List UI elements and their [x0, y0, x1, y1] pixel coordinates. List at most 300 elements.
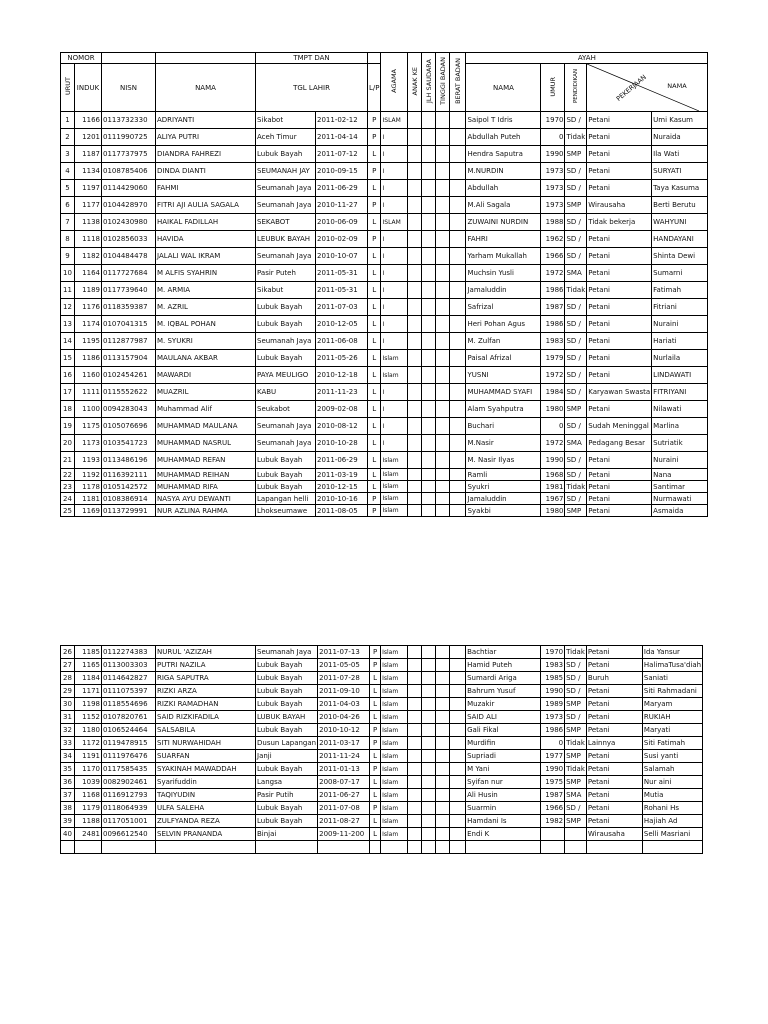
cell-induk: 1172 [75, 737, 102, 750]
cell-nisn: 0108785406 [102, 163, 156, 180]
cell-tempat-lahir: Lubuk Bayah [256, 469, 316, 481]
empty-cell [370, 841, 381, 854]
cell-urut: 25 [61, 505, 75, 517]
cell-berat-badan [450, 659, 466, 672]
cell-ayah-pendidikan: SD / [565, 384, 587, 401]
cell-ayah-pekerjaan: Lainnya [586, 737, 642, 750]
cell-tgl-lahir: 2011-05-26 [316, 350, 368, 367]
cell-ayah-pekerjaan: Karyawan Swasta [587, 384, 652, 401]
cell-jlh-saudara [422, 750, 436, 763]
cell-ayah-umur: 1972 [541, 265, 565, 282]
cell-nama: ULFA SALEHA [156, 802, 256, 815]
cell-berat-badan [450, 685, 466, 698]
cell-ayah-nama: Safrizal [466, 299, 541, 316]
cell-ayah-pekerjaan: Petani [586, 763, 642, 776]
cell-nama: SITI NURWAHIDAH [156, 737, 256, 750]
cell-lp: L [368, 350, 381, 367]
cell-ayah-pekerjaan: Petani [587, 367, 652, 384]
cell-tempat-lahir: Seumanah Jaya [256, 333, 316, 350]
cell-nisn: 0094283043 [102, 401, 156, 418]
cell-ayah-nama: M. Zulfan [466, 333, 541, 350]
cell-ayah-pendidikan: SMA [565, 435, 587, 452]
cell-ayah-umur: 1988 [541, 214, 565, 231]
cell-agama: Islam [381, 505, 408, 517]
cell-nisn: 0117585435 [102, 763, 156, 776]
cell-tgl-lahir: 2011-11-23 [316, 384, 368, 401]
cell-anak-ke [408, 789, 422, 802]
cell-ayah-pendidikan: SD / [565, 802, 587, 815]
cell-ayah-umur: 1986 [541, 282, 565, 299]
cell-nisn: 0107820761 [102, 711, 156, 724]
cell-ayah-umur: 1962 [541, 231, 565, 248]
cell-ibu-nama: Siti Fatimah [642, 737, 702, 750]
cell-ayah-pekerjaan: Sudah Meninggal [587, 418, 652, 435]
cell-ayah-umur: 1990 [541, 685, 565, 698]
cell-nama: NURUL 'AZIZAH [156, 646, 256, 659]
cell-ayah-pekerjaan: Tidak bekerja [587, 214, 652, 231]
cell-berat-badan [450, 112, 466, 129]
cell-jlh-saudara [422, 815, 436, 828]
cell-anak-ke [408, 493, 422, 505]
cell-anak-ke [408, 333, 422, 350]
cell-induk: 2481 [75, 828, 102, 841]
cell-ayah-nama: M.Nasir [466, 435, 541, 452]
cell-lp: L [368, 481, 381, 493]
cell-tgl-lahir: 2011-11-24 [318, 750, 370, 763]
cell-ayah-pendidikan: SMP [565, 750, 587, 763]
cell-urut: 24 [61, 493, 75, 505]
cell-berat-badan [450, 698, 466, 711]
cell-jlh-saudara [422, 737, 436, 750]
cell-agama: Islam [381, 789, 408, 802]
cell-ayah-umur: 1970 [541, 112, 565, 129]
cell-tempat-lahir: Seumanah Jaya [256, 248, 316, 265]
cell-agama: I [381, 163, 408, 180]
cell-ibu-nama: Ida Yansur [642, 646, 702, 659]
header-jlh-saudara: JLH SAUDARA [422, 53, 436, 112]
cell-ayah-pendidikan: SMP [565, 505, 587, 517]
cell-agama: Islam [381, 698, 408, 711]
cell-tempat-lahir: Seukabot [256, 401, 316, 418]
cell-ayah-pendidikan: SD / [565, 112, 587, 129]
cell-jlh-saudara [422, 299, 436, 316]
cell-ayah-pendidikan: Tidak [565, 282, 587, 299]
cell-nama: M. IQBAL POHAN [156, 316, 256, 333]
cell-anak-ke [408, 481, 422, 493]
cell-ayah-pekerjaan: Petani [587, 248, 652, 265]
cell-agama: I [381, 316, 408, 333]
table-row [61, 316, 708, 333]
cell-nisn: 0113157904 [102, 350, 156, 367]
header-anak-ke: ANAK KE [408, 53, 422, 112]
cell-anak-ke [408, 469, 422, 481]
cell-ayah-pekerjaan: Petani [587, 146, 652, 163]
cell-agama: I [381, 146, 408, 163]
cell-ibu-nama: Santimar [652, 481, 708, 493]
cell-ayah-nama: Suarmin [466, 802, 541, 815]
cell-agama: I [381, 435, 408, 452]
cell-jlh-saudara [422, 180, 436, 197]
cell-tempat-lahir: Lubuk Bayah [256, 763, 318, 776]
cell-nama: ADRIYANTI [156, 112, 256, 129]
cell-ayah-pekerjaan: Petani [587, 265, 652, 282]
cell-ayah-umur: 1972 [541, 435, 565, 452]
cell-tgl-lahir: 2011-03-19 [316, 469, 368, 481]
cell-urut: 39 [61, 815, 75, 828]
cell-tempat-lahir: Seumanah Jaya [256, 180, 316, 197]
cell-agama: Islam [381, 711, 408, 724]
cell-ayah-umur: 1990 [541, 146, 565, 163]
cell-ayah-nama: Syifan nur [466, 776, 541, 789]
table-row [61, 384, 708, 401]
cell-ibu-nama: Maryati [642, 724, 702, 737]
cell-lp: P [370, 724, 381, 737]
cell-nama: JALALI WAL IKRAM [156, 248, 256, 265]
cell-nama: DIANDRA FAHREZI [156, 146, 256, 163]
cell-nisn: 0108386914 [102, 493, 156, 505]
cell-ayah-pekerjaan: Petani [587, 180, 652, 197]
cell-ayah-pekerjaan: Petani [587, 493, 652, 505]
cell-ayah-pekerjaan: Petani [587, 401, 652, 418]
cell-ayah-nama: SAID ALI [466, 711, 541, 724]
cell-nisn: 0106524464 [102, 724, 156, 737]
table-row [61, 231, 708, 248]
cell-nama: Muhammad Alif [156, 401, 256, 418]
cell-ayah-pekerjaan: Pedagang Besar [587, 435, 652, 452]
cell-nisn: 0117739640 [102, 282, 156, 299]
header-pendidikan: PENDIDIKAN [565, 64, 587, 112]
cell-ayah-nama: Sumardi Ariga [466, 672, 541, 685]
cell-jlh-saudara [422, 685, 436, 698]
cell-lp: L [368, 452, 381, 469]
cell-urut: 7 [61, 214, 75, 231]
cell-jlh-saudara [422, 401, 436, 418]
cell-lp: L [368, 401, 381, 418]
cell-tinggi-badan [436, 248, 450, 265]
cell-ayah-pekerjaan: Petani [587, 163, 652, 180]
cell-ayah-nama: Jamaluddin [466, 282, 541, 299]
cell-tinggi-badan [436, 299, 450, 316]
cell-jlh-saudara [422, 316, 436, 333]
cell-lp: L [368, 146, 381, 163]
cell-tgl-lahir: 2010-10-28 [316, 435, 368, 452]
cell-nisn: 0115552622 [102, 384, 156, 401]
cell-ibu-nama: RUKIAH [642, 711, 702, 724]
cell-induk: 1201 [75, 129, 102, 146]
cell-nisn: 0096612540 [102, 828, 156, 841]
cell-ayah-pendidikan: SMP [565, 815, 587, 828]
cell-agama: Islam [381, 452, 408, 469]
empty-row [61, 841, 703, 854]
cell-lp: P [368, 129, 381, 146]
cell-nama: MUHAMMAD MAULANA [156, 418, 256, 435]
cell-induk: 1191 [75, 750, 102, 763]
cell-berat-badan [450, 197, 466, 214]
cell-ibu-nama: Mutia [642, 789, 702, 802]
cell-anak-ke [408, 163, 422, 180]
cell-anak-ke [408, 452, 422, 469]
table-row [61, 248, 708, 265]
cell-agama: Islam [381, 493, 408, 505]
cell-ayah-pekerjaan: Petani [586, 750, 642, 763]
cell-ayah-pendidikan: SMP [565, 197, 587, 214]
cell-urut: 22 [61, 469, 75, 481]
cell-urut: 36 [61, 776, 75, 789]
cell-jlh-saudara [422, 418, 436, 435]
cell-ayah-nama: ZUWAINI NURDIN [466, 214, 541, 231]
cell-ayah-nama: Muzakir [466, 698, 541, 711]
cell-ayah-nama: Abdullah Puteh [466, 129, 541, 146]
empty-cell [466, 841, 541, 854]
cell-jlh-saudara [422, 724, 436, 737]
cell-ayah-umur: 0 [541, 418, 565, 435]
cell-tgl-lahir: 2010-10-07 [316, 248, 368, 265]
cell-agama: I [381, 129, 408, 146]
cell-urut: 12 [61, 299, 75, 316]
cell-ayah-nama: Paisal Afrizal [466, 350, 541, 367]
cell-anak-ke [408, 197, 422, 214]
cell-nama: MAULANA AKBAR [156, 350, 256, 367]
cell-tinggi-badan [436, 469, 450, 481]
cell-lp: P [368, 505, 381, 517]
cell-anak-ke [408, 763, 422, 776]
cell-ibu-nama: Susi yanti [642, 750, 702, 763]
cell-urut: 13 [61, 316, 75, 333]
cell-tempat-lahir: Lubuk Bayah [256, 659, 318, 672]
cell-tinggi-badan [436, 401, 450, 418]
cell-ibu-nama: Nuraini [652, 452, 708, 469]
cell-nisn: 0113732330 [102, 112, 156, 129]
cell-ayah-nama: Muchsin Yusli [466, 265, 541, 282]
cell-urut: 23 [61, 481, 75, 493]
cell-jlh-saudara [422, 493, 436, 505]
cell-agama: Islam [381, 350, 408, 367]
cell-anak-ke [408, 815, 422, 828]
table-row [61, 214, 708, 231]
cell-nisn: 0103541723 [102, 435, 156, 452]
cell-agama: I [381, 384, 408, 401]
cell-agama: Islam [381, 737, 408, 750]
cell-tempat-lahir: Lubuk Bayah [256, 724, 318, 737]
cell-tempat-lahir: Janji [256, 750, 318, 763]
cell-ayah-umur: 1983 [541, 659, 565, 672]
cell-tinggi-badan [436, 384, 450, 401]
cell-jlh-saudara [422, 646, 436, 659]
cell-urut: 16 [61, 367, 75, 384]
cell-jlh-saudara [422, 452, 436, 469]
cell-ayah-pendidikan [565, 828, 587, 841]
cell-berat-badan [450, 802, 466, 815]
table-row [61, 505, 708, 517]
cell-tgl-lahir: 2009-11-200 [318, 828, 370, 841]
cell-ayah-pekerjaan: Petani [586, 711, 642, 724]
cell-tempat-lahir: Seumanah Jaya [256, 418, 316, 435]
cell-urut: 31 [61, 711, 75, 724]
cell-tinggi-badan [436, 481, 450, 493]
cell-lp: L [368, 367, 381, 384]
cell-nisn: 0114642827 [102, 672, 156, 685]
header-nama: NAMA [156, 64, 256, 112]
cell-jlh-saudara [422, 146, 436, 163]
cell-berat-badan [450, 316, 466, 333]
cell-ibu-nama: Sumarni [652, 265, 708, 282]
cell-tinggi-badan [436, 750, 450, 763]
cell-urut: 4 [61, 163, 75, 180]
table-row [61, 763, 703, 776]
cell-tgl-lahir: 2011-05-31 [316, 265, 368, 282]
cell-urut: 17 [61, 384, 75, 401]
cell-tempat-lahir: Lubuk Bayah [256, 481, 316, 493]
table-row [61, 350, 708, 367]
table-row [61, 802, 703, 815]
cell-nama: MAWARDI [156, 367, 256, 384]
cell-lp: P [370, 802, 381, 815]
cell-ayah-umur: 1967 [541, 493, 565, 505]
empty-cell [450, 841, 466, 854]
cell-agama: Islam [381, 815, 408, 828]
cell-tempat-lahir: Aceh Timur [256, 129, 316, 146]
cell-ayah-pendidikan: Tidak [565, 737, 587, 750]
cell-lp: L [368, 435, 381, 452]
empty-cell [61, 841, 75, 854]
cell-ayah-nama: Ramli [466, 469, 541, 481]
cell-urut: 15 [61, 350, 75, 367]
cell-agama: Islam [381, 646, 408, 659]
cell-nama: MUHAMMAD REFAN [156, 452, 256, 469]
cell-anak-ke [408, 367, 422, 384]
cell-nisn: 0113003303 [102, 659, 156, 672]
cell-ayah-pekerjaan: Petani [587, 505, 652, 517]
cell-induk: 1185 [75, 646, 102, 659]
cell-ayah-nama: Syakbi [466, 505, 541, 517]
cell-agama: I [381, 248, 408, 265]
cell-agama: Islam [381, 776, 408, 789]
table-row [61, 659, 703, 672]
cell-ayah-nama: Endi K [466, 828, 541, 841]
cell-ayah-umur: 0 [541, 737, 565, 750]
cell-nama: M. ARMIA [156, 282, 256, 299]
cell-anak-ke [408, 685, 422, 698]
cell-ayah-pendidikan: SMA [565, 789, 587, 802]
cell-tempat-lahir: LUBUK BAYAH [256, 711, 318, 724]
cell-ayah-pendidikan: SD / [565, 367, 587, 384]
cell-ayah-umur: 1973 [541, 711, 565, 724]
cell-induk: 1164 [75, 265, 102, 282]
cell-agama: I [381, 299, 408, 316]
cell-induk: 1175 [75, 418, 102, 435]
cell-anak-ke [408, 724, 422, 737]
cell-lp: L [370, 776, 381, 789]
cell-ayah-nama: Supriadi [466, 750, 541, 763]
table-row [61, 435, 708, 452]
cell-ayah-pekerjaan: Petani [586, 724, 642, 737]
table-row [61, 163, 708, 180]
cell-anak-ke [408, 505, 422, 517]
cell-ayah-nama: MUHAMMAD SYAFI [466, 384, 541, 401]
cell-ayah-pendidikan: SD / [565, 418, 587, 435]
cell-induk: 1171 [75, 685, 102, 698]
header-lp: L/P [368, 64, 381, 112]
cell-nama: MUHAMMAD RIFA [156, 481, 256, 493]
cell-agama: ISLAM [381, 112, 408, 129]
cell-ayah-pendidikan: SMP [565, 401, 587, 418]
cell-ayah-umur: 1983 [541, 333, 565, 350]
cell-urut: 35 [61, 763, 75, 776]
cell-tgl-lahir: 2010-12-18 [316, 367, 368, 384]
cell-ayah-umur: 1986 [541, 316, 565, 333]
cell-tinggi-badan [436, 367, 450, 384]
cell-berat-badan [450, 452, 466, 469]
cell-tinggi-badan [436, 435, 450, 452]
cell-ibu-nama: Umi Kasum [652, 112, 708, 129]
cell-jlh-saudara [422, 469, 436, 481]
table-row [61, 815, 703, 828]
cell-ayah-umur: 1989 [541, 698, 565, 711]
cell-induk: 1173 [75, 435, 102, 452]
cell-agama: Islam [381, 659, 408, 672]
cell-agama: Islam [381, 469, 408, 481]
cell-ayah-nama: Yarham Mukallah [466, 248, 541, 265]
cell-tinggi-badan [436, 180, 450, 197]
cell-nisn: 0116392111 [102, 469, 156, 481]
cell-ibu-nama: Rohani Hs [642, 802, 702, 815]
cell-nama: M. AZRIL [156, 299, 256, 316]
table-row [61, 112, 708, 129]
cell-urut: 21 [61, 452, 75, 469]
cell-ayah-umur: 1981 [541, 481, 565, 493]
cell-ayah-pendidikan: SD / [565, 672, 587, 685]
cell-tgl-lahir: 2010-12-05 [316, 316, 368, 333]
empty-cell [541, 841, 565, 854]
cell-ayah-umur: 1966 [541, 802, 565, 815]
cell-berat-badan [450, 493, 466, 505]
cell-anak-ke [408, 776, 422, 789]
cell-tgl-lahir: 2011-04-03 [318, 698, 370, 711]
cell-induk: 1178 [75, 481, 102, 493]
header-berat-badan: BERAT BADAN [450, 53, 466, 112]
cell-lp: L [370, 815, 381, 828]
empty-cell [408, 841, 422, 854]
student-table-top [60, 52, 708, 517]
table-row [61, 711, 703, 724]
cell-tgl-lahir: 2011-06-29 [316, 452, 368, 469]
cell-tgl-lahir: 2010-08-12 [316, 418, 368, 435]
cell-anak-ke [408, 282, 422, 299]
cell-berat-badan [450, 418, 466, 435]
cell-nisn: 0119478915 [102, 737, 156, 750]
cell-induk: 1197 [75, 180, 102, 197]
table-row [61, 685, 703, 698]
cell-induk: 1168 [75, 789, 102, 802]
cell-nisn: 0118064939 [102, 802, 156, 815]
cell-ibu-nama: Nilawati [652, 401, 708, 418]
cell-urut: 28 [61, 672, 75, 685]
header-row-1 [61, 53, 708, 64]
cell-tgl-lahir: 2011-06-27 [318, 789, 370, 802]
cell-ayah-pekerjaan: Petani [586, 815, 642, 828]
cell-induk: 1176 [75, 299, 102, 316]
cell-anak-ke [408, 435, 422, 452]
cell-nama: SALSABILA [156, 724, 256, 737]
table-row [61, 197, 708, 214]
cell-induk: 1184 [75, 672, 102, 685]
empty-cell [422, 841, 436, 854]
cell-berat-badan [450, 333, 466, 350]
cell-ibu-nama: Fatimah [652, 282, 708, 299]
cell-agama: Islam [381, 763, 408, 776]
cell-nama: SYAKINAH MAWADDAH [156, 763, 256, 776]
cell-agama: I [381, 333, 408, 350]
